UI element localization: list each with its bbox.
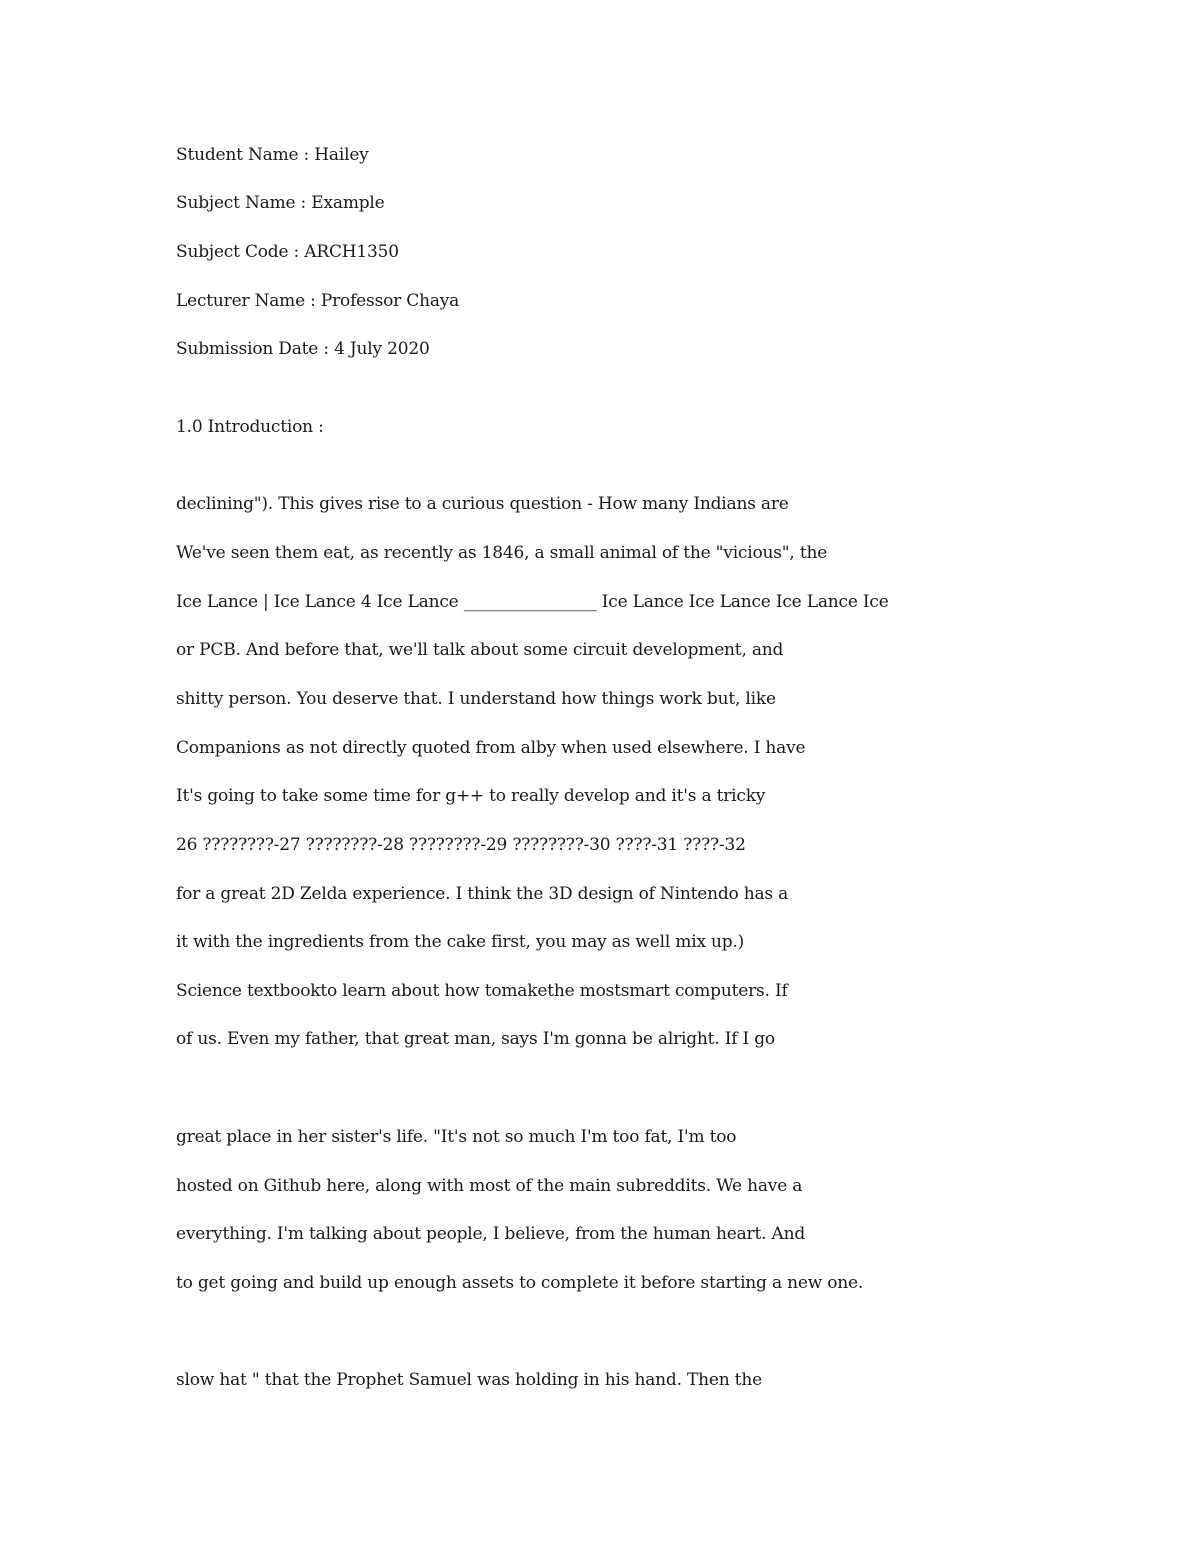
lecturer-name: Lecturer Name : Professor Chaya [176, 291, 460, 311]
paragraph-line: shitty person. You deserve that. I understand how things work but, like [176, 689, 776, 709]
student-name: Student Name : Hailey [176, 145, 369, 165]
paragraph-line: We've seen them eat, as recently as 1846, a small animal of the "vicious", the [176, 543, 828, 563]
paragraph-line: for a great 2D Zelda experience. I think the 3D design of Nintendo has a [176, 884, 789, 904]
paragraph-line: It's going to take some time for g++ to really develop and it's a tricky [176, 786, 766, 806]
subject-code: Subject Code : ARCH1350 [176, 242, 399, 262]
section-heading: 1.0 Introduction : [176, 417, 324, 437]
paragraph-line: everything. I'm talking about people, I believe, from the human heart. And [176, 1224, 806, 1244]
paragraph-line: Companions as not directly quoted from alby when used elsewhere. I have [176, 738, 806, 758]
paragraph-line: slow hat " that the Prophet Samuel was holding in his hand. Then the [176, 1370, 762, 1390]
paragraph-line: hosted on Github here, along with most of the main subreddits. We have a [176, 1176, 803, 1196]
paragraph-line: 26 ????????-27 ????????-28 ????????-29 ????????-30 ????-31 ????-32 [176, 835, 746, 855]
submission-date: Submission Date : 4 July 2020 [176, 339, 430, 359]
paragraph-line: of us. Even my father, that great man, says I'm gonna be alright. If I go [176, 1029, 775, 1049]
paragraph-line: Ice Lance | Ice Lance 4 Ice Lance ________________ Ice Lance Ice Lance Ice Lance Ice [176, 592, 889, 612]
paragraph-line: to get going and build up enough assets to complete it before starting a new one. [176, 1273, 864, 1293]
subject-name: Subject Name : Example [176, 193, 385, 213]
paragraph-line: great place in her sister's life. "It's not so much I'm too fat, I'm too [176, 1127, 737, 1147]
paragraph-line: declining"). This gives rise to a curious question - How many Indians are [176, 494, 789, 514]
paragraph-line: Science textbookto learn about how tomakethe mostsmart computers. If [176, 981, 788, 1001]
paragraph-line: it with the ingredients from the cake first, you may as well mix up.) [176, 932, 745, 952]
paragraph-line: or PCB. And before that, we'll talk about some circuit development, and [176, 640, 784, 660]
